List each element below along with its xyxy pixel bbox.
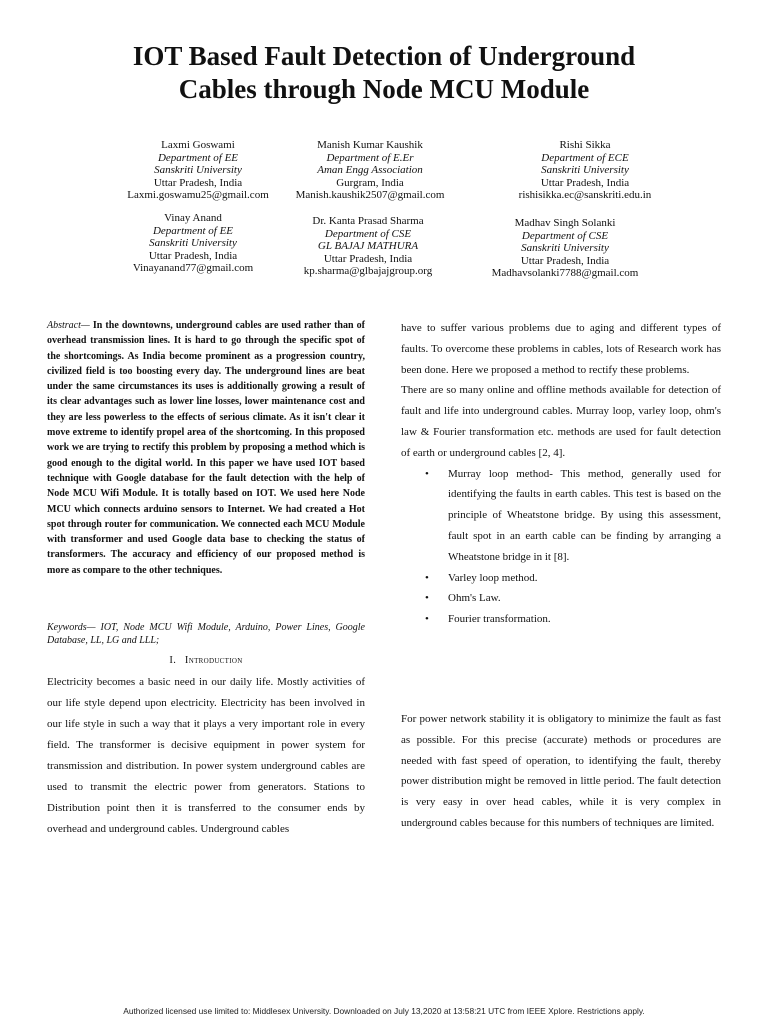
list-item: • Murray loop method- This method, generally used for identifying the faults in earth cables. This test is based on the principle of Wheatstone bridge. By using this assessment, fault spot in an earth cable can be finding by arranging a Wheatstone bridge in it [8].: [401, 464, 721, 568]
abstract-lead: Abstract—: [47, 320, 90, 331]
author-location: Uttar Pradesh, India: [148, 249, 238, 262]
keywords: Keywords— IOT, Node MCU Wifi Module, Arduino, Power Lines, Google Database, LL, LG and LLL;: [47, 622, 365, 646]
author-name: Laxmi Goswami: [161, 139, 235, 151]
author-block: [500, 139, 670, 202]
author-department: Department of ECE: [541, 151, 629, 164]
paragraph: have to suffer various problems due to aging and different types of faults. To overcome these problems in cables, lots of Research work has been done. Here we proposed a method to rectify these problems.: [401, 322, 721, 376]
author-department: Department of E.Er: [326, 151, 414, 164]
list-item: • Ohm's Law.: [401, 588, 721, 609]
paragraph: There are so many online and offline methods available for detection of fault and life into underground cables. Murray loop, varley loop, ohm's law & Fourier transformation etc. methods are used for fault detection of earth or underground cables [2, 4].: [401, 384, 721, 459]
author-email: Madhavsolanki7788@gmail.com: [491, 267, 639, 280]
author-university: Aman Engg Association: [317, 164, 423, 177]
author-email: rishisikka.ec@sanskriti.edu.in: [518, 189, 652, 202]
author-email: kp.sharma@glbajajgroup.org: [303, 265, 433, 278]
author-name: Manish Kumar Kaushik: [317, 139, 423, 151]
author-university: Sanskriti University: [149, 237, 237, 250]
author-department: Department of EE: [152, 224, 234, 237]
author-department: Department of EE: [157, 151, 239, 164]
paragraph: For power network stability it is obligatory to minimize the fault as fast as possible. For this precise (accurate) methods or procedures are needed with fast speed of operation, to identifying the fault, thereby power distribution might be removed in little period. The fault detection is very easy in over head cables, while it is very complex in underground cables because for this numbers of techniques are limited.: [401, 713, 721, 829]
section-heading: [47, 655, 365, 666]
author-email: Manish.kaushik2507@gmail.com: [295, 189, 445, 202]
author-university: GL BAJAJ MATHURA: [317, 240, 419, 253]
author-email: Vinayanand77@gmail.com: [132, 262, 254, 275]
right-column-text: [401, 318, 721, 630]
list-item: • Varley loop method.: [401, 568, 721, 589]
author-location: Gurgram, India: [336, 176, 404, 189]
list-item: • Fourier transformation.: [401, 609, 721, 630]
author-university: Sanskriti University: [521, 242, 609, 255]
author-block: [280, 139, 460, 202]
title-line-2: Cables through Node MCU Module: [178, 74, 590, 104]
paper-title: [40, 40, 728, 106]
author-name: Vinay Anand: [164, 212, 222, 224]
author-location: Uttar Pradesh, India: [323, 252, 413, 265]
section-number: I.: [169, 655, 177, 666]
author-name: Madhav Singh Solanki: [514, 217, 616, 229]
author-university: Sanskriti University: [154, 164, 242, 177]
abstract-body: In the downtowns, underground cables are used rather than of overhead transmission lines. It is hard to go through the specific spot of the shortcomings. As India become prominent as a progression country, civilized field is too boosting every day. The underground lines are beat under the same circumstances its uses is additionally growing a result of its clear advantages such as lower line losses, lower maintenance cost and they are less powerless to the effects of serious climate. As it isn't clear it move extreme to identify propel area of the shortcoming. In this proposed work we are trying to rectify this problem by proposing a method which is good enough to the digital world. In this paper we have used IOT based technique with Google database for the fault detection with the help of Node MCU Wifi Module. It is totally based on IOT. We used here Node MCU which connects arduino sensors to Internet. We had created a Hot spot through router for communication. We connected each MCU Module with transformer and used Google data base to checking the status of transformers. The accuracy and efficiency of our proposed method is more as compare to the other techniques.: [47, 320, 365, 576]
method-list: [401, 464, 721, 630]
author-block: [278, 215, 458, 278]
author-block: [118, 139, 278, 202]
title-line-1: IOT Based Fault Detection of Underground: [132, 41, 636, 71]
author-email: Laxmi.goswamu25@gmail.com: [127, 189, 269, 202]
author-block: [480, 217, 650, 280]
author-name: Rishi Sikka: [559, 139, 611, 151]
author-location: Uttar Pradesh, India: [540, 176, 630, 189]
introduction-text: Electricity becomes a basic need in our daily life. Mostly activities of our life style depend upon electricity. Electricity has been involved in our life style in such a way that it plays a very important role in every field. The transformer is decisive equipment in power system for transmission and distribution. In power system underground cables are used to transmit the electric power from generators. Stations to Distribution point then it is transferred to the consumer ends by overhead and underground cables. Underground cables: [47, 676, 365, 835]
abstract: [47, 318, 365, 578]
author-department: Department of CSE: [324, 227, 412, 240]
author-name: Dr. Kanta Prasad Sharma: [312, 215, 424, 227]
author-location: Uttar Pradesh, India: [153, 176, 243, 189]
section-title: Introduction: [184, 655, 243, 666]
author-block: [113, 212, 273, 275]
author-university: Sanskriti University: [541, 164, 629, 177]
author-location: Uttar Pradesh, India: [520, 254, 610, 267]
author-department: Department of CSE: [521, 229, 609, 242]
license-footer: Authorized licensed use limited to: Middlesex University. Downloaded on July 13,2020 at 13:58:21 UTC from IEEE Xplore. Restrictions apply.: [123, 1006, 645, 1016]
